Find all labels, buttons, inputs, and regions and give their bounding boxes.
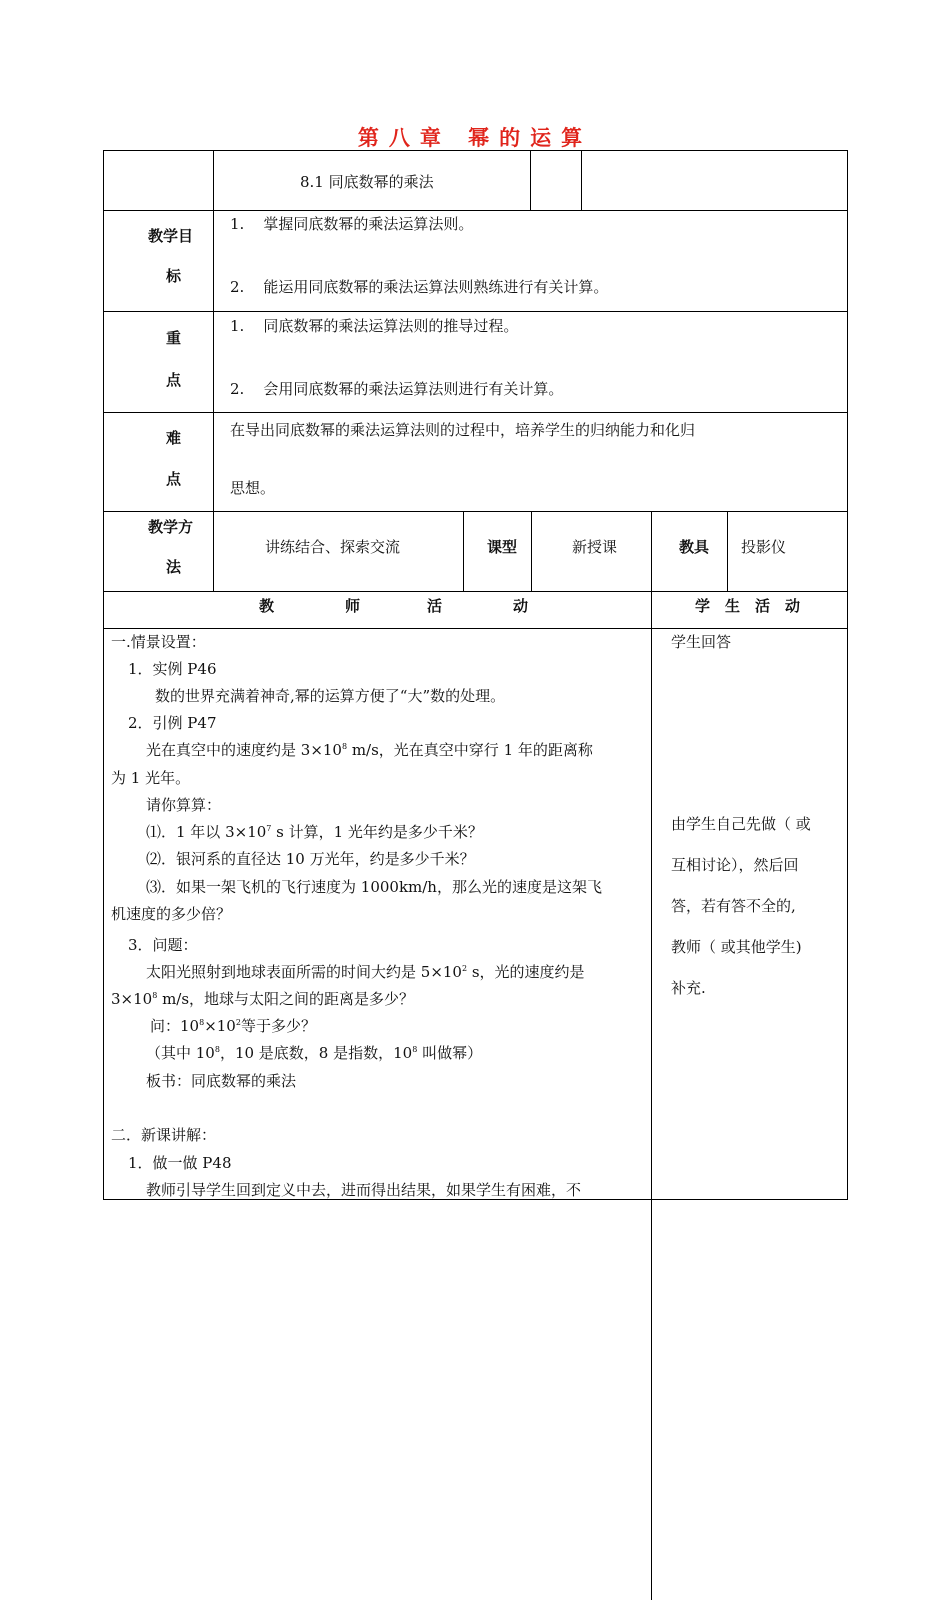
paragraph: 数的世界充满着神奇,幂的运算方便了“大”数的处理。 (155, 687, 506, 705)
key-point-item: 1. 同底数幂的乘法运算法则的推导过程。 (230, 317, 519, 335)
method-value: 讲练结合、探索交流 (265, 538, 401, 556)
paragraph: 问：$10^8\times 10^2$等于多少？ (150, 1017, 316, 1035)
subsection-heading: 3．问题： (128, 936, 198, 954)
paragraph: （其中 $10^8$，10 是底数，8 是指数，$10^8$ 叫做幂） (146, 1044, 483, 1062)
difficulties-text: 思想。 (230, 479, 276, 497)
teacher-activity-header: 活 (427, 597, 443, 615)
question: ⑴．1 年以 $3\times 10^7$ s 计算，1 光年约是多少千米？ (146, 823, 483, 841)
section-heading: 二．新课讲解： (111, 1126, 217, 1144)
lesson-type-label: 课型 (487, 538, 518, 556)
teacher-activity-header: 教 (259, 597, 275, 615)
objective-item: 2. 能运用同底数幂的乘法运算法则熟练进行有关计算。 (230, 278, 609, 296)
section-title: 8.1 同底数幂的乘法 (300, 173, 434, 191)
paragraph: $3\times 10^8$ m/s，地球与太阳之间的距离是多少？ (111, 990, 415, 1008)
tools-label: 教具 (679, 538, 710, 556)
student-note: 由学生自己先做（ 或 (671, 815, 811, 833)
student-note: 互相讨论），然后回 (671, 856, 799, 874)
student-note: 答，若有答不全的, (671, 897, 796, 915)
student-note: 教师（ 或其他学生) (671, 938, 802, 956)
page-title: 第八章 幂的运算 (357, 126, 593, 150)
lesson-type-value: 新授课 (572, 538, 618, 556)
paragraph: 请你算算： (146, 796, 222, 814)
student-note: 学生回答 (671, 633, 732, 651)
key-point-item: 2. 会用同底数幂的乘法运算法则进行有关计算。 (230, 380, 564, 398)
question: ⑵．银河系的直径达 10 万光年，约是多少千米？ (146, 850, 475, 868)
objectives-label: 教学目 (148, 227, 194, 245)
tools-value: 投影仪 (741, 538, 787, 556)
paragraph: 光在真空中的速度约是 $3\times 10^8$ m/s，光在真空中穿行 1 年的距离称 (146, 741, 593, 759)
objective-item: 1. 掌握同底数幂的乘法运算法则。 (230, 215, 474, 233)
question: 机速度的多少倍？ (111, 905, 232, 923)
key-points-label-2: 点 (166, 371, 182, 389)
paragraph: 太阳光照射到地球表面所需的时间大约是 $5\times 10^2$ s，光的速度约是 (146, 963, 585, 981)
paragraph: 为 1 光年。 (111, 769, 191, 787)
method-label: 教学方 (148, 518, 194, 536)
objectives-label-2: 标 (166, 267, 182, 285)
difficulties-label: 难 (166, 429, 182, 447)
subsection-heading: 2．引例 P47 (128, 714, 217, 732)
teacher-activity-header: 师 (345, 597, 361, 615)
method-label-2: 法 (166, 558, 182, 576)
difficulties-label-2: 点 (166, 470, 182, 488)
subsection-heading: 1．做一做 P48 (128, 1154, 232, 1172)
paragraph: 板书：同底数幂的乘法 (146, 1072, 297, 1090)
subsection-heading: 1．实例 P46 (128, 660, 217, 678)
student-activity-header: 学 生 活 动 (695, 597, 801, 615)
paragraph: 教师引导学生回到定义中去，进而得出结果，如果学生有困难，不 (146, 1181, 582, 1199)
section-heading: 一.情景设置： (111, 633, 206, 651)
student-note: 补充. (671, 979, 706, 997)
difficulties-text: 在导出同底数幂的乘法运算法则的过程中，培养学生的归纳能力和化归 (230, 421, 696, 439)
question: ⑶．如果一架飞机的飞行速度为 1000km/h，那么光的速度是这架飞 (146, 878, 602, 896)
key-points-label: 重 (166, 329, 182, 347)
teacher-activity-header: 动 (513, 597, 529, 615)
